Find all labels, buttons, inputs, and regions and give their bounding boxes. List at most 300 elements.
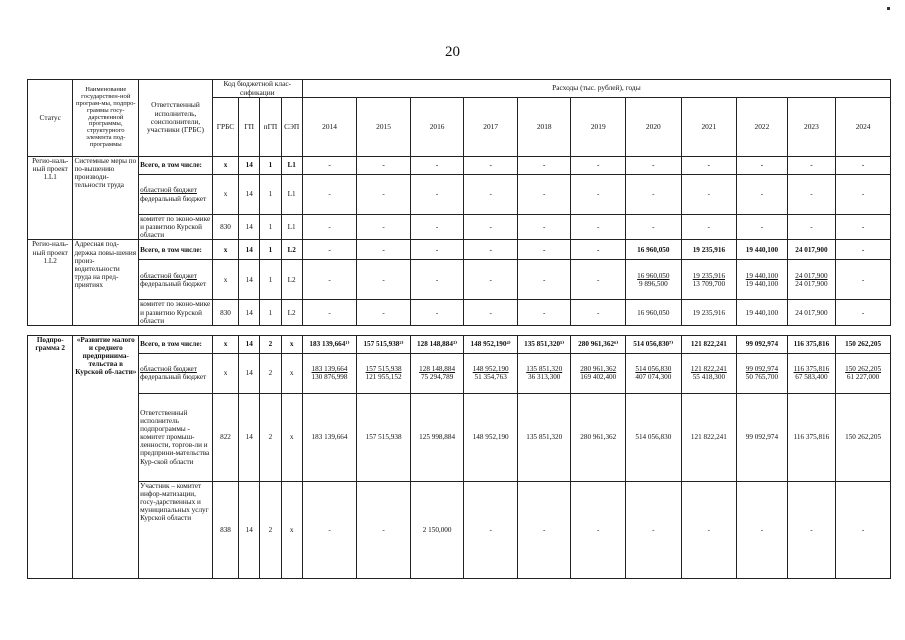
value-cell [787, 353, 835, 393]
value-text: - [328, 223, 331, 232]
value-text: - [328, 190, 331, 199]
value-cell [357, 260, 411, 300]
value-cell [410, 260, 464, 300]
value-cell [302, 481, 357, 578]
value-text-secondary: 61 227,000 [846, 373, 880, 382]
code-cell: 14 [239, 481, 260, 578]
value-text-secondary: 130 876,998 [311, 373, 348, 382]
value-text-secondary: 13 709,700 [692, 279, 726, 288]
value-cell [571, 481, 626, 578]
value-cell [410, 215, 464, 240]
value-text: - [760, 223, 764, 232]
code-cell: 14 [239, 240, 260, 260]
code-cell: х [212, 175, 238, 215]
code-cell: х [281, 353, 302, 393]
value-cell [517, 260, 571, 300]
value-text-secondary: 407 074,300 [635, 373, 672, 382]
value-cell [357, 157, 411, 175]
table-row [28, 300, 891, 325]
executor-text: Ответственный исполнитель подпрограммы - комитет промыш-ленности, торгов-ли и предприни-мательства Кур-ской области [140, 408, 210, 466]
value-text: - [435, 190, 439, 199]
value-cell [787, 215, 835, 240]
value-text: 280 961,362 [580, 433, 617, 442]
value-cell [737, 175, 788, 215]
code-cell: 830 [212, 215, 238, 240]
executor-text: Всего, в том числе: [140, 161, 202, 170]
header-year-2018: 2018 [517, 98, 571, 157]
header-status: Статус [28, 80, 73, 157]
page-number: 20 [445, 44, 460, 60]
value-text: - [382, 525, 385, 534]
value-cell [571, 175, 626, 215]
value-text: - [861, 161, 865, 170]
value-text: 183 139,664 [311, 433, 348, 442]
value-cell [737, 353, 788, 393]
header-year-2017: 2017 [464, 98, 518, 157]
value-cell [787, 300, 835, 325]
code-cell: 14 [239, 300, 260, 325]
value-cell [626, 157, 682, 175]
value-text: - [760, 190, 764, 199]
value-text: 280 961,362 [580, 365, 617, 374]
section-name: Системные меры по по-вышению производи-тельности труда [73, 157, 139, 240]
header-code-4: СЭП [281, 98, 302, 157]
value-text: - [707, 223, 711, 232]
value-cell [517, 175, 571, 215]
value-cell [681, 260, 737, 300]
value-cell [517, 393, 571, 481]
header-year-2022: 2022 [737, 98, 788, 157]
value-text: - [543, 525, 546, 534]
value-text: - [652, 525, 655, 534]
code-cell: х [212, 353, 238, 393]
value-text: - [435, 308, 439, 317]
value-text: - [382, 161, 385, 170]
header-code-3: пГП [260, 98, 281, 157]
value-cell [681, 240, 737, 260]
value-text: - [489, 161, 492, 170]
value-cell [836, 300, 891, 325]
value-text: 148 952,190 [472, 365, 509, 374]
value-cell [517, 240, 571, 260]
executor-text: комитет по эконо-мике и развитию Курской области [140, 300, 211, 325]
value-text: - [861, 223, 865, 232]
code-cell: L2 [281, 300, 302, 325]
value-text-secondary: 121 955,152 [365, 373, 402, 382]
scan-speck [887, 7, 890, 10]
table-row [28, 215, 891, 240]
value-text: - [707, 190, 711, 199]
value-text: - [597, 275, 600, 284]
code-cell: 14 [239, 175, 260, 215]
value-text: - [328, 525, 331, 534]
value-cell [626, 393, 682, 481]
value-cell [517, 335, 571, 353]
value-cell [836, 481, 891, 578]
value-text: 24 017,900 [795, 308, 828, 317]
table-row [28, 481, 891, 578]
value-text: 121 822,241 [690, 365, 727, 374]
value-text: 183 139,664¹⁾ [309, 340, 350, 349]
value-cell [357, 393, 411, 481]
header-year-2019: 2019 [571, 98, 626, 157]
value-cell [737, 260, 788, 300]
code-cell: 14 [239, 353, 260, 393]
value-cell [737, 300, 788, 325]
value-cell [626, 481, 682, 578]
value-text: 148 952,190⁴⁾ [470, 340, 511, 349]
value-text: 157 515,938 [365, 433, 402, 442]
value-text-secondary: 67 583,400 [795, 373, 828, 382]
code-cell: х [212, 260, 238, 300]
code-cell: 14 [239, 215, 260, 240]
code-cell: 14 [239, 335, 260, 353]
value-cell [571, 240, 626, 260]
executor-cell [139, 481, 213, 578]
value-text: - [760, 525, 764, 534]
value-text: 19 440,100 [745, 245, 779, 254]
section-spacer [28, 325, 891, 335]
value-cell [737, 335, 788, 353]
value-cell [517, 215, 571, 240]
value-cell [787, 240, 835, 260]
code-cell: 1 [260, 260, 281, 300]
value-text: - [489, 525, 492, 534]
value-text: - [489, 190, 492, 199]
value-text: 150 262,205 [845, 433, 882, 442]
budget-table [27, 79, 891, 579]
value-text: - [810, 525, 813, 534]
value-text: - [328, 245, 331, 254]
value-cell [681, 157, 737, 175]
code-cell: 1 [260, 240, 281, 260]
value-cell [681, 393, 737, 481]
value-text: 183 139,664 [311, 365, 348, 374]
executor-text-secondary: федеральный бюджет [140, 194, 207, 203]
value-cell [464, 260, 518, 300]
value-text: - [435, 161, 439, 170]
value-text: 514 056,830 [635, 365, 672, 374]
value-cell [464, 157, 518, 175]
value-text: - [810, 223, 813, 232]
header-code-group: Код бюджетной клас-сификации [212, 80, 302, 98]
value-text: - [489, 308, 492, 317]
value-cell [357, 481, 411, 578]
table-row [28, 240, 891, 260]
value-cell [626, 335, 682, 353]
value-cell [681, 481, 737, 578]
table-row [28, 353, 891, 393]
value-text: - [382, 308, 385, 317]
code-cell: х [281, 481, 302, 578]
value-cell [836, 393, 891, 481]
value-text-secondary: 169 402,400 [580, 373, 617, 382]
value-cell [737, 215, 788, 240]
value-text: - [382, 190, 385, 199]
section-status: Регио-наль-ный проект 1.L2 [28, 240, 73, 325]
executor-text: областной бюджет [140, 186, 197, 195]
value-text: 150 262,205 [845, 365, 882, 374]
executor-text-secondary: федеральный бюджет [140, 279, 207, 288]
value-cell [571, 300, 626, 325]
executor-cell [139, 157, 213, 175]
value-cell [737, 393, 788, 481]
value-cell [302, 157, 357, 175]
value-cell [464, 353, 518, 393]
value-text: - [543, 161, 546, 170]
executor-text: Участник – комитет инфор-матизации, госу-дарственных и муниципальных услуг Курской области [140, 481, 209, 523]
value-text: - [489, 275, 492, 284]
value-cell [464, 393, 518, 481]
value-text: 19 440,100 [745, 271, 779, 280]
value-cell [517, 157, 571, 175]
value-cell [410, 157, 464, 175]
value-cell [836, 335, 891, 353]
header-year-2016: 2016 [410, 98, 464, 157]
value-text: 116 375,816 [793, 340, 830, 349]
value-text-secondary: 36 313,300 [528, 373, 561, 382]
value-text: - [543, 245, 546, 254]
value-text: - [597, 308, 600, 317]
value-text-secondary: 50 765,700 [745, 373, 779, 382]
value-text: - [435, 275, 439, 284]
table-row [28, 157, 891, 175]
value-cell [681, 215, 737, 240]
value-text: 121 822,241 [690, 433, 727, 442]
value-cell [626, 353, 682, 393]
value-cell [836, 157, 891, 175]
code-cell: L1 [281, 175, 302, 215]
code-cell: 14 [239, 393, 260, 481]
value-text: 16 960,050 [637, 245, 670, 254]
value-cell [410, 481, 464, 578]
value-cell [787, 157, 835, 175]
code-cell: 830 [212, 300, 238, 325]
value-text: 150 262,205 [845, 340, 882, 349]
value-text: 19 235,916 [692, 245, 726, 254]
value-cell [681, 175, 737, 215]
executor-text: областной бюджет [140, 271, 197, 280]
executor-cell [139, 260, 213, 300]
value-text: 24 017,900 [795, 245, 828, 254]
header-year-2020: 2020 [626, 98, 682, 157]
value-cell [464, 300, 518, 325]
value-text: 121 822,241 [690, 340, 727, 349]
value-text: 24 017,900 [795, 271, 828, 280]
value-cell [787, 393, 835, 481]
value-text: - [543, 190, 546, 199]
value-cell [571, 393, 626, 481]
code-cell: 14 [239, 157, 260, 175]
value-cell [517, 353, 571, 393]
value-cell [410, 353, 464, 393]
value-cell [836, 240, 891, 260]
value-text-secondary: 9 896,500 [638, 279, 668, 288]
value-cell [410, 393, 464, 481]
value-cell [787, 260, 835, 300]
value-text: 16 960,050 [637, 308, 670, 317]
executor-cell [139, 240, 213, 260]
code-cell: L2 [281, 260, 302, 300]
executor-text-secondary: федеральный бюджет [140, 373, 207, 382]
value-text: 19 235,916 [692, 308, 726, 317]
header-name: Наименование государствен-ной програм-мы, подпро-граммы госу-дарственной программы, структурного элемента под-программы [73, 80, 139, 157]
header-year-2015: 2015 [357, 98, 411, 157]
value-text: 116 375,816 [793, 433, 830, 442]
value-cell [571, 260, 626, 300]
code-cell: L2 [281, 240, 302, 260]
table-row [28, 260, 891, 300]
value-text: - [435, 223, 439, 232]
value-text-secondary: 75 294,789 [420, 373, 454, 382]
value-text: 135 851,320 [526, 433, 563, 442]
value-text: - [489, 245, 492, 254]
code-cell: х [212, 157, 238, 175]
value-text: 16 960,050 [637, 271, 670, 280]
section-name: «Развитие малого и среднего предпринима-тельства в Курской об-ласти» [73, 335, 139, 578]
code-cell: 1 [260, 175, 281, 215]
value-cell [626, 215, 682, 240]
header-year-2021: 2021 [681, 98, 737, 157]
value-cell [302, 215, 357, 240]
code-cell: 2 [260, 335, 281, 353]
value-cell [357, 353, 411, 393]
value-cell [626, 240, 682, 260]
value-text: - [597, 161, 600, 170]
value-cell [464, 215, 518, 240]
code-cell: х [281, 393, 302, 481]
header-code-2: ГП [239, 98, 260, 157]
code-cell: х [212, 335, 238, 353]
executor-cell [139, 393, 213, 481]
value-cell [302, 260, 357, 300]
code-cell: L1 [281, 215, 302, 240]
executor-cell [139, 335, 213, 353]
code-cell: 2 [260, 353, 281, 393]
value-cell [302, 175, 357, 215]
value-text: - [382, 245, 385, 254]
table-row [28, 393, 891, 481]
header-code-1: ГРБС [212, 98, 238, 157]
value-text: - [861, 190, 865, 199]
value-text: 99 092,974 [745, 340, 779, 349]
executor-cell [139, 215, 213, 240]
value-text: - [652, 190, 655, 199]
value-text: 157 515,938 [365, 365, 402, 374]
code-cell: 1 [260, 215, 281, 240]
value-text: - [861, 275, 865, 284]
value-text: - [810, 190, 813, 199]
value-text: - [652, 161, 655, 170]
value-cell [787, 175, 835, 215]
value-cell [357, 240, 411, 260]
value-cell [357, 300, 411, 325]
value-text: - [543, 223, 546, 232]
value-cell [410, 240, 464, 260]
value-cell [357, 215, 411, 240]
value-text: 135 851,320 [526, 365, 563, 374]
value-cell [626, 300, 682, 325]
value-text: - [810, 161, 813, 170]
value-text: - [861, 245, 865, 254]
code-cell: 14 [239, 260, 260, 300]
value-cell [302, 335, 357, 353]
value-cell [571, 335, 626, 353]
value-text: - [328, 161, 331, 170]
value-cell [357, 175, 411, 215]
value-cell [571, 157, 626, 175]
value-text: 148 952,190 [472, 433, 509, 442]
value-cell [302, 353, 357, 393]
value-text: - [435, 245, 439, 254]
value-text: 19 235,916 [692, 271, 726, 280]
section-status: Подпро-грамма 2 [28, 335, 73, 578]
header-year-2023: 2023 [787, 98, 835, 157]
value-text: 99 092,974 [745, 433, 779, 442]
value-text: - [597, 223, 600, 232]
code-cell: 822 [212, 393, 238, 481]
value-text: 157 515,938²⁾ [363, 340, 404, 349]
value-text: - [707, 161, 711, 170]
value-cell [464, 175, 518, 215]
code-cell: 2 [260, 393, 281, 481]
value-text: 280 961,362⁶⁾ [578, 340, 619, 349]
code-cell: х [281, 335, 302, 353]
value-text: 128 148,884³⁾ [417, 340, 458, 349]
code-cell: 2 [260, 481, 281, 578]
value-cell [357, 335, 411, 353]
value-text: 135 851,320⁵⁾ [524, 340, 565, 349]
value-text: - [861, 308, 865, 317]
value-text: - [328, 275, 331, 284]
section-status: Регио-наль-ный проект 1.L1 [28, 157, 73, 240]
value-cell [410, 175, 464, 215]
value-text: 19 440,100 [745, 308, 779, 317]
value-text: 514 056,830 [635, 433, 672, 442]
value-text: - [861, 525, 865, 534]
value-text-secondary: 19 440,100 [745, 279, 779, 288]
value-cell [410, 300, 464, 325]
code-cell: х [212, 240, 238, 260]
value-cell [626, 260, 682, 300]
value-text: - [489, 223, 492, 232]
value-text: - [597, 245, 600, 254]
value-text: - [382, 223, 385, 232]
code-cell: 1 [260, 157, 281, 175]
header-expense-group: Расходы (тыс. рублей), годы [302, 80, 890, 98]
code-cell: L1 [281, 157, 302, 175]
value-cell [787, 481, 835, 578]
value-text: - [597, 525, 600, 534]
executor-text: Всего, в том числе: [140, 340, 202, 349]
executor-text: Всего, в том числе: [140, 245, 202, 254]
code-cell: 838 [212, 481, 238, 578]
value-cell [787, 335, 835, 353]
value-text: 116 375,816 [793, 365, 830, 374]
executor-text: комитет по эконо-мике и развитию Курской области [140, 215, 211, 240]
value-text: - [543, 275, 546, 284]
executor-cell [139, 300, 213, 325]
header-year-2024: 2024 [836, 98, 891, 157]
value-text: - [652, 223, 655, 232]
executor-cell [139, 175, 213, 215]
value-cell [464, 335, 518, 353]
header-year-2014: 2014 [302, 98, 357, 157]
section-name: Адресная под-держка повы-шения произ-водительности труда на пред-приятиях [73, 240, 139, 325]
value-cell [571, 215, 626, 240]
value-cell [626, 175, 682, 215]
value-cell [517, 300, 571, 325]
